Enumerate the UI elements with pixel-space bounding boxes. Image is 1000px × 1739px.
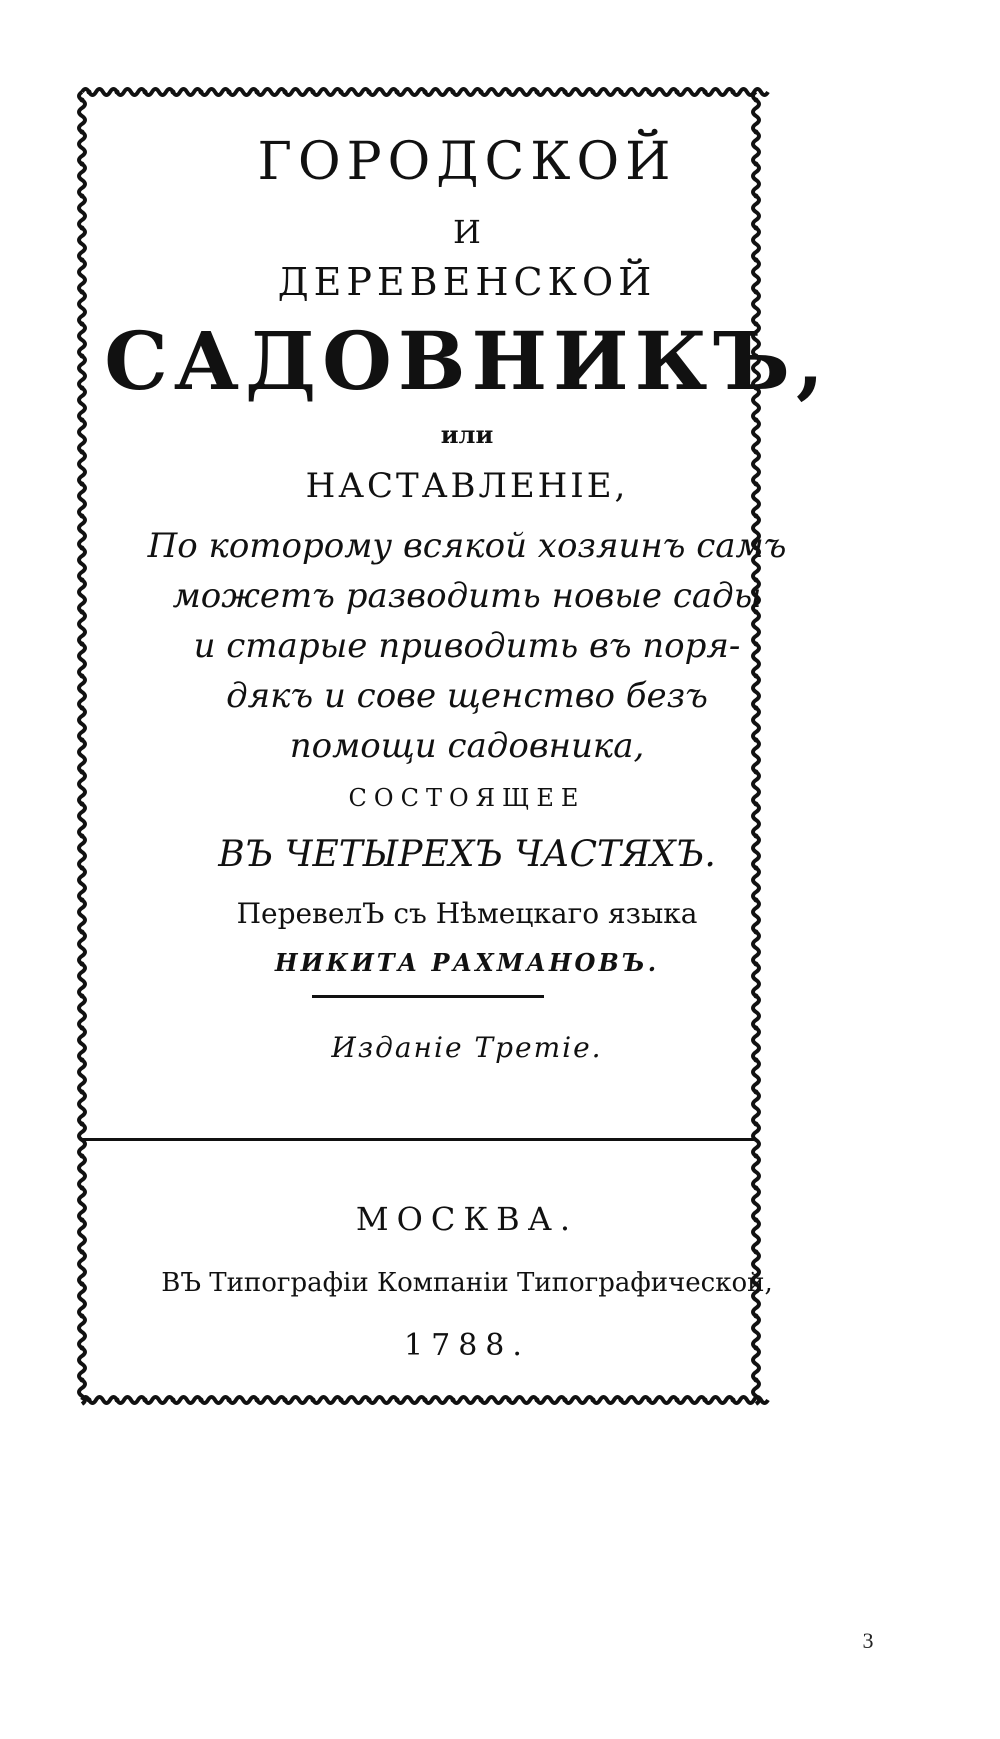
year-line: 1788. (404, 1328, 530, 1363)
description-line-5: помощи садовника, (289, 726, 645, 766)
title-line-nastavlenie: НАСТАВЛЕНІЕ, (305, 466, 629, 506)
description-line-4: дякъ и сове щенство безъ (226, 676, 708, 716)
city-line: МОСКВА. (355, 1200, 579, 1238)
printer-line: ВЪ Типографіи Компаніи Типографической, (161, 1268, 773, 1298)
title-line-derevenskoy: ДЕРЕВЕНСКОЙ (277, 260, 657, 304)
consisting-line: СОСТОЯЩЕЕ (348, 784, 586, 812)
edition-line: Изданіе Третіе. (331, 1031, 603, 1064)
title-line-sadovnik: САДОВНИКЪ, (104, 314, 830, 408)
parts-line: ВЪ ЧЕТЫРЕХЪ ЧАСТЯХЪ. (218, 834, 716, 875)
translated-line: ПеревелЪ съ Нѣмецкаго языка (236, 897, 698, 930)
long-rule (82, 1138, 754, 1141)
translator-line: НИКИТА РАХМАНОВЪ. (274, 948, 660, 977)
description-line-3: и старые приводить въ поря- (193, 626, 741, 666)
description-line-2: можетъ разводить новые сады (172, 576, 762, 616)
description-line-1: По которому всякой хозяинъ самъ (147, 526, 787, 566)
page-number: 3 (862, 1628, 874, 1653)
title-line-ili: или (440, 420, 494, 449)
short-rule (312, 995, 544, 998)
title-line-i: И (453, 213, 481, 251)
title-line-gorodskoy: ГОРОДСКОЙ (257, 132, 677, 192)
